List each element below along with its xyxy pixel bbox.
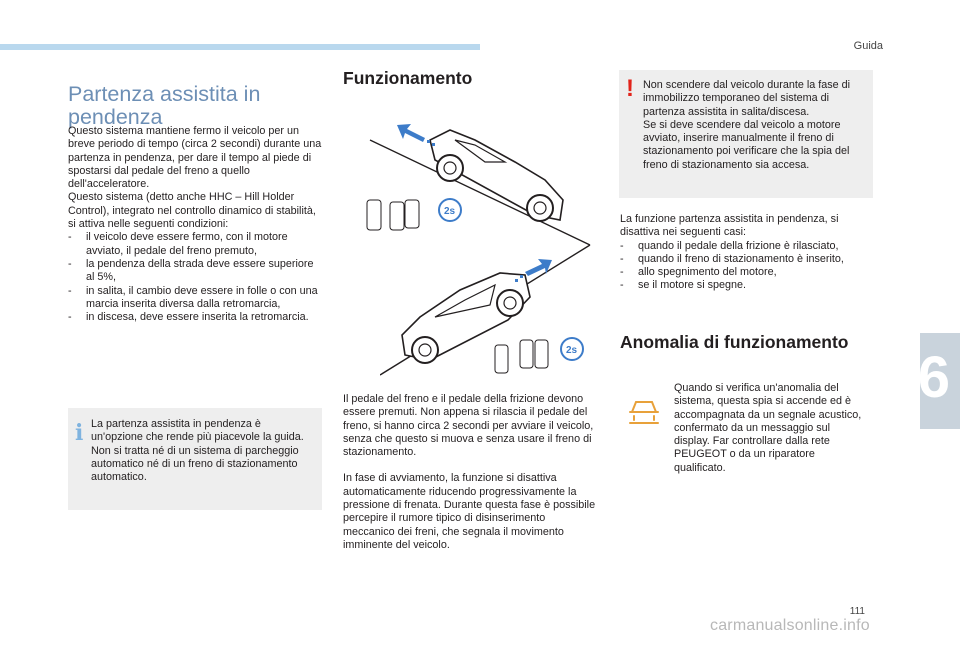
- heading-funzionamento: Funzionamento: [343, 68, 473, 88]
- watermark: carmanualsonline.info: [710, 617, 870, 634]
- list-item: - quando il freno di stazionamento è inserito,: [620, 253, 876, 266]
- list-item: - in salita, il cambio deve essere in folle o con una marcia inserita diversa dalla retromarcia,: [68, 285, 324, 312]
- deactivation-intro: La funzione partenza assistita in pendenza, si disattiva nei seguenti casi:: [620, 213, 839, 239]
- arrow-up-left-icon: [397, 124, 435, 146]
- list-item: - la pendenza della strada deve essere superiore al 5%,: [68, 258, 324, 285]
- warning-line: Se si deve scendere dal veicolo a motore avviato, inserire manualmente il freno di stazionamento poi verificare che la spia del freno di stazionamento sia accesa.: [643, 118, 850, 171]
- heading-anomalia: Anomalia di funzionamento: [620, 332, 849, 352]
- left-body: [68, 125, 324, 324]
- list-item: - se il motore si spegne.: [620, 279, 876, 292]
- page-title: Partenza assistita in pendenza: [68, 82, 261, 130]
- pedals-icon: [495, 340, 548, 373]
- deactivation-list: [620, 240, 876, 293]
- list-item: - quando il pedale della frizione è rilasciato,: [620, 240, 876, 253]
- pedals-icon: [367, 200, 419, 230]
- timer-label: 2s: [566, 345, 578, 356]
- deactivation-section: [620, 213, 876, 293]
- chapter-number: 6: [917, 345, 950, 410]
- middle-body: [343, 393, 599, 552]
- car-icon: [402, 273, 530, 363]
- list-item: - il veicolo deve essere fermo, con il motore avviato, il pedale del freno premuto,: [68, 231, 324, 258]
- info-icon: i: [75, 420, 84, 446]
- warning-line: Non scendere dal veicolo durante la fase di immobilizzo temporaneo del sistema di partenza assistita in salita/discesa.: [643, 79, 851, 118]
- paragraph: In fase di avviamento, la funzione si disattiva automaticamente riducendo progressivamente la pressione di frenata. Durante questa fase è possibile percepire il rumore tipico di disinserimento meccanico dei freni, che segnala il movimento imminente del veicolo.: [343, 472, 596, 551]
- list-item: - in discesa, deve essere inserita la retromarcia.: [68, 311, 324, 324]
- uphill-car-illustration: [380, 245, 595, 385]
- page-number: 111: [849, 606, 865, 617]
- paragraph: Il pedale del freno e il pedale della frizione devono essere premuti. Non appena si rilascia il pedale del freno, si hanno circa 2 secondi per avviare il veicolo, senza che questo si muova e senza usare il freno di stazionamento.: [343, 393, 594, 459]
- conditions-list: [68, 231, 324, 324]
- intro-paragraph: Questo sistema (detto anche HHC – Hill Holder Control), integrato nel controllo dinamico di stabilità, si attiva nelle seguenti condizioni:: [68, 191, 316, 231]
- warning-box-text: [643, 79, 867, 172]
- intro-paragraph: Questo sistema mantiene fermo il veicolo per un breve periodo di tempo (circa 2 secondi) durante una partenza in pendenza, per dare il tempo al piede di spostarsi dal pedale del freno a quello dell'acceleratore.: [68, 125, 322, 191]
- list-item: - allo spegnimento del motore,: [620, 266, 876, 279]
- downhill-car-illustration: [345, 100, 595, 245]
- info-box-text: La partenza assistita in pendenza è un'opzione che rende più piacevole la guida. Non si tratta né di un sistema di parcheggio automatico né di un freno di stazionamento automatico.: [91, 418, 304, 484]
- warning-icon: !: [626, 75, 634, 102]
- section-title: Guida: [853, 40, 883, 52]
- header-color-bar: [0, 44, 480, 50]
- timer-label: 2s: [444, 206, 456, 217]
- anomaly-text: Quando si verifica un'anomalia del sistema, questa spia si accende ed è accompagnata da un segnale acustico, confermato da un messaggio sul display. Far controllare dalla rete PEUGEOT o da un riparatore qualificato.: [674, 382, 862, 474]
- hill-start-warning-lamp-icon: [627, 392, 661, 426]
